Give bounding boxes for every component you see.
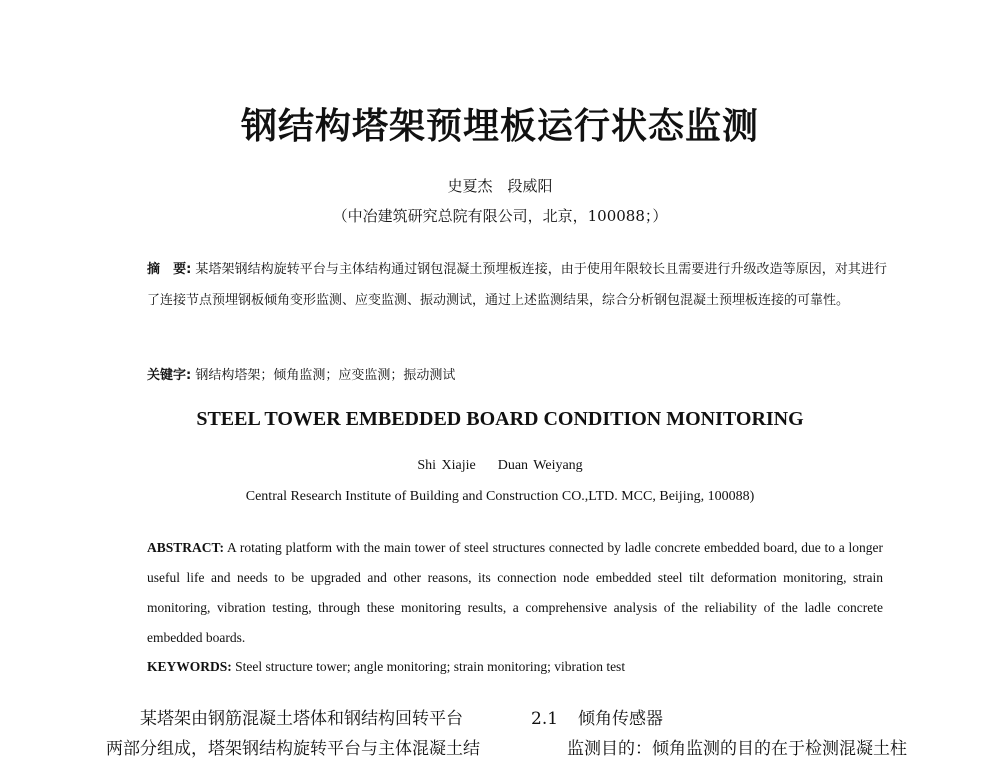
body-right-line-1: 监测目的：倾角监测的目的在于检测混凝土柱 [567, 739, 907, 759]
chinese-affiliation: （中冶建筑研究总院有限公司，北京，100088；） [332, 207, 668, 225]
english-author-2: Duan Weiyang [497, 458, 583, 473]
body-right-column [531, 704, 931, 764]
english-abstract [147, 533, 883, 653]
section-heading-2-1 [531, 704, 931, 734]
chinese-keywords [147, 364, 455, 383]
english-keywords-label: KEYWORDS: [147, 659, 232, 674]
body-left-column [106, 704, 501, 764]
section-heading-text: 倾角传感器 [578, 709, 664, 729]
body-left-line-2: 两部分组成，塔架钢结构旋转平台与主体混凝土结 [106, 739, 480, 759]
english-affiliation: Central Research Institute of Building and Construction CO.,LTD. MCC, Beijing, 100088) [245, 489, 755, 504]
chinese-authors: 史夏杰 段威阳 [447, 177, 553, 195]
english-abstract-label: ABSTRACT: [147, 540, 225, 555]
english-title: STEEL TOWER EMBEDDED BOARD CONDITION MONITORING [196, 408, 804, 430]
chinese-keywords-label: 关键字: [147, 368, 192, 383]
english-abstract-text: A rotating platform with the main tower of steel structures connected by ladle concrete embedded board, due to a longer useful life and needs to be upgraded and other reasons, its connection node embedded steel tilt deformation monitoring, strain monitoring, vibration testing, through these monitoring results, a comprehensive analysis of the reliability of the ladle concrete embedded boards. [147, 540, 883, 645]
english-authors [0, 458, 1000, 474]
chinese-abstract-text: 某塔架钢结构旋转平台与主体结构通过钢包混凝土预埋板连接，由于使用年限较长且需要进行升级改造等原因，对其进行了连接节点预埋钢板倾角变形监测、应变监测、振动测试，通过上述监测结果，综合分析钢包混凝土预埋板连接的可靠性。 [147, 262, 887, 308]
english-keywords [147, 659, 625, 675]
english-keywords-text: Steel structure tower; angle monitoring; strain monitoring; vibration test [235, 659, 626, 674]
body-left-line-1: 某塔架由钢筋混凝土塔体和钢结构回转平台 [140, 709, 463, 729]
chinese-abstract [147, 254, 887, 316]
chinese-keywords-text: 钢结构塔架；倾角监测；应变监测；振动测试 [195, 368, 456, 383]
chinese-title: 钢结构塔架预埋板运行状态监测 [240, 106, 759, 147]
section-heading-number: 2.1 [531, 709, 559, 729]
english-author-1: Shi Xiajie [417, 458, 476, 473]
chinese-abstract-label: 摘 要: [147, 262, 192, 277]
